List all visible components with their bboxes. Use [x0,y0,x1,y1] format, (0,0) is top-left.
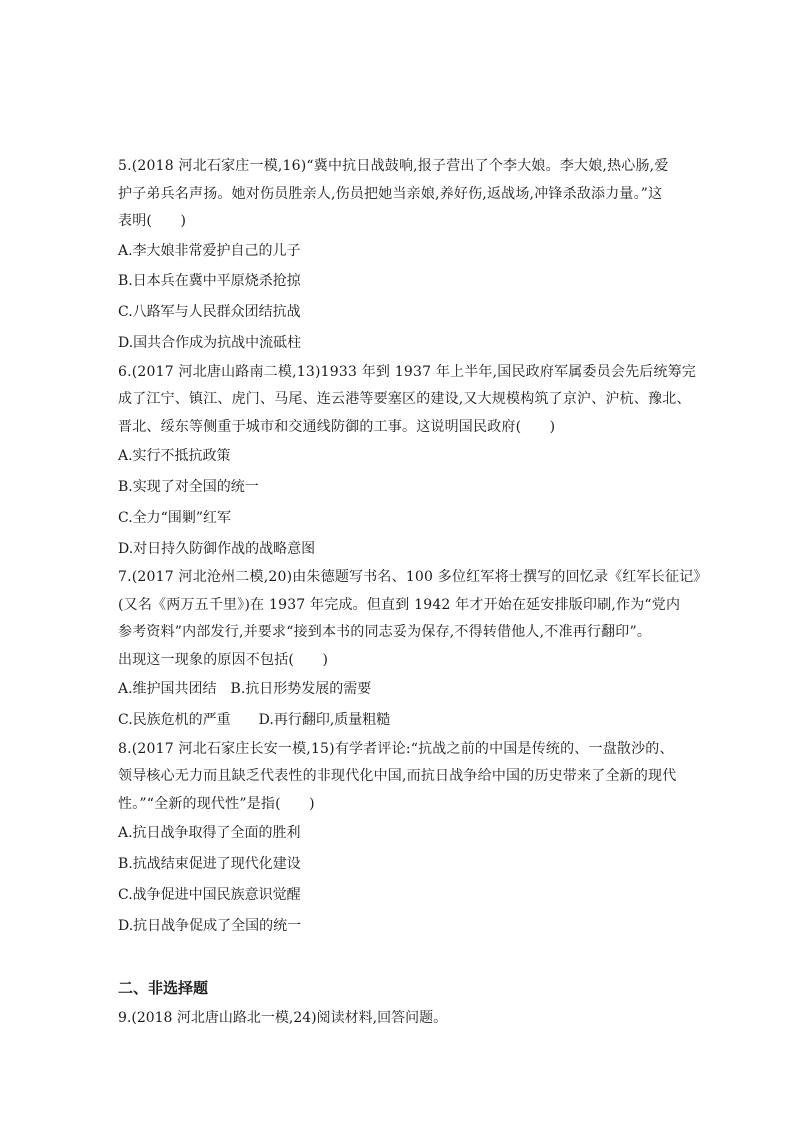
question-7-line-4: 出现这一现象的原因不包括( ) [118,651,329,668]
question-5-option-a: A.李大娘非常爱护自己的儿子 [118,242,301,259]
question-7-line-1: 7.(2017 河北沧州二模,20)由朱德题写书名、100 多位红军将士撰写的回忆录《红军长征记》 [118,569,708,586]
question-7-options-ab: A.维护国共团结 B.抗日形势发展的需要 [118,681,372,698]
question-5-line-2: 护子弟兵名声扬。她对伤员胜亲人,伤员把她当亲娘,养好伤,返战场,冲锋杀敌添力量。”这 [118,185,663,202]
question-5-line-1: 5.(2018 河北石家庄一模,16)“冀中抗日战鼓响,报子营出了个李大娘。李大娘,热心肠,爱 [118,158,669,174]
question-8-option-c: C.战争促进中国民族意识觉醒 [118,887,301,904]
question-5-line-3: 表明( ) [118,213,187,229]
question-9-stem: 9.(2018 河北唐山路北一模,24)阅读材料,回答问题。 [118,1010,448,1026]
question-6 [118,359,697,565]
question-5-option-c: C.八路军与人民群众团结抗战 [118,304,301,321]
question-8-option-b: B.抗战结束促进了现代化建设 [118,856,301,873]
question-6-option-a: A.实行不抵抗政策 [118,448,231,465]
question-6-option-b: B.实现了对全国的统一 [118,478,259,495]
question-8-line-2: 领导核心无力而且缺乏代表性的非现代化中国,而抗日战争给中国的历史带来了全新的现代 [118,768,677,785]
question-8-line-1: 8.(2017 河北石家庄长安一模,15)有学者评论:“抗战之前的中国是传统的、一盘散沙的、 [118,740,674,757]
question-7-options-cd: C.民族危机的严重 D.再行翻印,质量粗糙 [118,712,391,729]
question-8-line-3: 性。”“全新的现代性”是指( ) [118,795,315,812]
question-7-line-3: 参考资料”内部发行,并要求“接到本书的同志妥为保存,不得转借他人,不准再行翻印”。 [118,624,652,641]
question-8-option-d: D.抗日战争促成了全国的统一 [118,917,302,934]
question-8-option-a: A.抗日战争取得了全面的胜利 [118,825,301,842]
question-7 [118,564,708,736]
question-6-line-3: 晋北、绥东等侧重于城市和交通线防御的工事。这说明国民政府( ) [118,418,556,435]
question-7-line-2: (又名《两万五千里》)在 1937 年完成。但直到 1942 年才开始在延安排版印刷,作为“党内 [118,596,681,613]
question-6-option-c: C.全力“围剿”红军 [118,509,231,526]
question-6-line-1: 6.(2017 河北唐山路南二模,13)1933 年到 1937 年上半年,国民政府军属委员会先后统筹完 [118,363,697,380]
question-5-option-b: B.日本兵在冀中平原烧杀抢掠 [118,273,301,290]
question-8 [118,736,678,942]
question-6-option-d: D.对日持久防御作战的战略意图 [118,540,316,557]
question-5 [118,153,678,359]
question-5-option-d: D.国共合作成为抗战中流砥柱 [118,334,302,351]
section-title-non-choice: 二、非选择题 [118,979,209,997]
question-6-line-2: 成了江宁、镇江、虎门、马尾、连云港等要塞区的建设,又大规模构筑了京沪、沪杭、豫北、 [118,391,691,408]
question-list [118,153,708,942]
